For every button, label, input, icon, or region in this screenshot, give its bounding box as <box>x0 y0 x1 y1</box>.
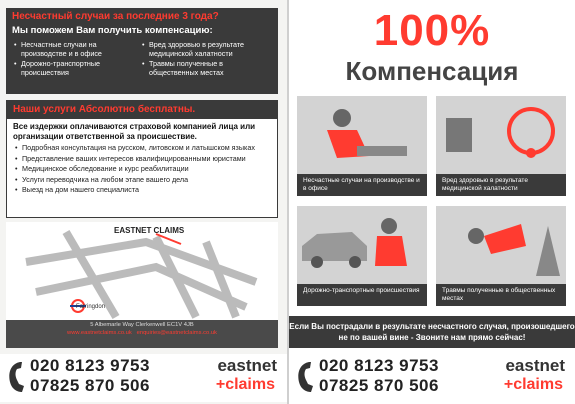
tile-public-injury <box>436 206 566 306</box>
left-flyer-page <box>0 0 287 404</box>
logo-sub: +claims <box>503 376 563 393</box>
phone-icon <box>295 360 315 394</box>
compensation-box <box>6 8 278 94</box>
list-item: • Услуги переводчика на любом этапе вашего дела <box>15 176 269 185</box>
list-item: • Представление ваших интересов квалифицированными юристами <box>15 155 269 164</box>
headline-title: Компенсация <box>345 56 519 86</box>
tile-caption: Травмы полученные в общественных местах <box>436 284 566 306</box>
tile-road-accident <box>297 206 427 306</box>
website-link[interactable]: www.eastnetclaims.co.uk <box>67 329 132 336</box>
address-line: 5 Albemarle Way Clerkenwell EC1V 4JB <box>90 322 194 328</box>
road-accident-illustration <box>297 206 427 284</box>
box2-title: Наши услуги Абсолютно бесплатны. <box>7 101 277 119</box>
tile-work-accident <box>297 96 427 196</box>
list-item: • Медицинское обследование и курс реабилитации <box>15 165 269 174</box>
logo-sub: +claims <box>215 376 275 393</box>
public-injury-illustration <box>436 206 566 284</box>
phone-icon <box>6 360 26 394</box>
list-item: • Выезд на дом нашего специалиста <box>15 186 269 195</box>
list-item: • Несчастные случаи на производстве и в офисе <box>14 41 142 58</box>
medical-illustration <box>436 96 566 174</box>
phone-footer <box>0 354 287 402</box>
headline-percent: 100% <box>373 6 491 55</box>
tile-caption: Несчастные случаи на производстве и в офисе <box>297 174 427 196</box>
tile-caption: Дорожно-транспортные происшествия <box>297 284 427 306</box>
tile-caption: Вред здоровью в результате медицинской халатности <box>436 174 566 196</box>
services-box <box>6 100 278 218</box>
logo-name: eastnet <box>217 356 277 375</box>
box1-subtitle: Мы поможем Вам получить компенсацию: <box>6 25 278 39</box>
street-map-graphic <box>6 222 278 320</box>
phone-number-1[interactable]: 020 8123 9753 <box>30 356 150 375</box>
logo-name: eastnet <box>505 356 565 375</box>
box2-lead: Все издержки оплачиваются страховой компанией лица или организации ответственной за происшествие. <box>13 122 256 141</box>
box1-title: Несчастный случаи за последние 3 года? <box>12 11 219 22</box>
location-map <box>6 222 278 320</box>
address-bar <box>6 320 278 348</box>
tile-medical <box>436 96 566 196</box>
work-accident-illustration <box>297 96 427 174</box>
list-item: • Травмы полученные в общественных местах <box>142 60 270 77</box>
call-to-action-banner: Если Вы пострадали в результате несчастного случая, произошедшего не по вашей вине - Звоните нам прямо сейчас! <box>289 316 575 348</box>
list-item: • Дорожно-транспортные происшествия <box>14 60 142 77</box>
right-flyer-page <box>289 0 575 404</box>
station-label: Farringdon <box>76 304 106 310</box>
phone-number-1[interactable]: 020 8123 9753 <box>319 356 439 375</box>
list-item: • Подробная консультация на русском, литовском и латышском языках <box>15 144 269 153</box>
phone-number-2[interactable]: 07825 870 506 <box>30 376 150 395</box>
email-link[interactable]: enquiries@eastnetclaims.co.uk <box>136 329 217 336</box>
list-item: • Вред здоровью в результате медицинской халатности <box>142 41 270 58</box>
phone-footer <box>289 354 575 402</box>
phone-number-2[interactable]: 07825 870 506 <box>319 376 439 395</box>
map-label: EASTNET CLAIMS <box>114 226 185 235</box>
